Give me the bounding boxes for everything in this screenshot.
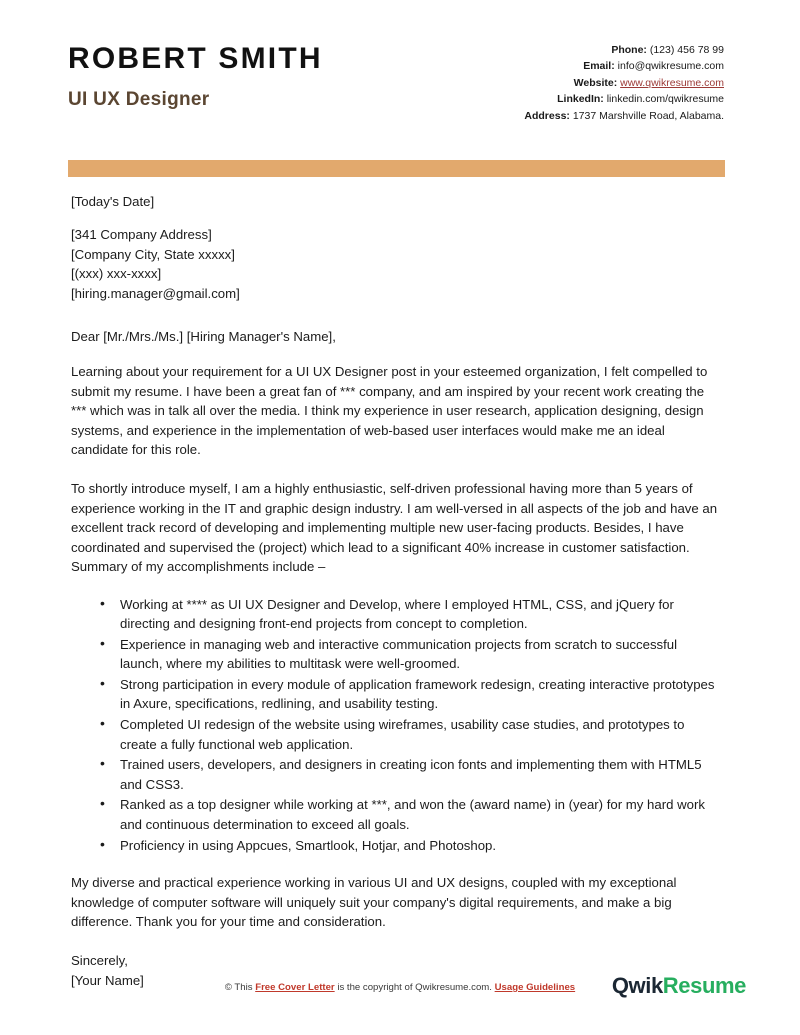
contact-phone [524,42,724,58]
contact-linkedin-label: LinkedIn: [557,93,604,106]
copyright-prefix: © This [224,982,253,993]
contact-address-value: 1737 Marshville Road, Alabama. [572,109,724,122]
identity-block [68,42,498,110]
highlights-list [71,595,723,856]
letter-body [71,192,723,991]
page-title: ROBERT SMITH [68,42,323,75]
contact-website [524,75,724,91]
list-item: • Working at **** as UI UX Designer and Develop, where I employed HTML, CSS, and jQuery for directing and designing front-end projects from concept to completion. [120,595,723,634]
recipient-line: [Company City, State xxxxx] [71,246,235,262]
contact-email-value: info@qwikresume.com [617,60,724,73]
job-title: UI UX Designer [68,88,210,110]
usage-guidelines-link[interactable]: Usage Guidelines [494,982,576,993]
brand-resume: Resume [662,973,746,998]
recipient-line: [hiring.manager@gmail.com] [71,285,240,301]
contact-linkedin [524,91,724,107]
contact-linkedin-value: linkedin.com/qwikresume [606,93,724,106]
paragraph-about: To shortly introduce myself, I am a highly enthusiastic, self-driven professional having more than 5 years of experience working in the IT and graphic design industry. I am well-versed in all aspects of the job and have an excellent track record of developing and implementing multiple new user-facing products. Besides, I have coordinated and supervised the (project) which lead to a significant 40% increase in customer satisfaction. Summary of my accomplishments include – [71,481,718,575]
accent-divider-bar [68,160,725,177]
contact-info [524,42,724,124]
signature-name: [Your Name] [71,973,144,989]
document-footer [0,975,800,1017]
qwikresume-logo [612,971,746,1001]
paragraph-closing: My diverse and practical experience working in various UI and UX designs, coupled with my exceptional knowledge of computer software will uniquely suit your company's digital requirements, and make a big difference. Thank you for your time and consideration. [71,875,677,930]
brand-qwik: Qwik [611,973,663,998]
letter-date: [Today's Date] [71,194,155,209]
date-block [71,192,723,211]
contact-address-label: Address: [524,109,570,122]
contact-email [524,58,724,74]
list-item: • Proficiency in using Appcues, Smartlook, Hotjar, and Photoshop. [120,836,723,856]
contact-address [524,108,724,124]
paragraph-intro: Learning about your requirement for a UI UX Designer post in your esteemed organization, I felt compelled to submit my resume. I have been a great fan of *** company, and am inspired by your recent work creating the *** which was in talk all over the media. I think my experience in user research, application designing, design systems, and experience in the implementation of web-based user interfaces would make me an ideal candidate for this role. [71,364,708,458]
contact-website-link[interactable]: www.qwikresume.com [620,76,724,89]
list-item: • Ranked as a top designer while working at ***, and won the (award name) in (year) for my hard work and continuous determination to exceed all goals. [120,795,723,834]
list-item: • Completed UI redesign of the website using wireframes, usability case studies, and prototypes to create a fully functional web application. [120,715,723,754]
recipient-line: [341 Company Address] [71,227,212,243]
contact-website-label: Website: [573,76,618,89]
list-item: • Experience in managing web and interactive communication projects from scratch to successful launch, where my abilities to multitask were well-groomed. [120,635,723,674]
recipient-line: [(xxx) xxx-xxxx] [71,266,162,282]
contact-phone-label: Phone: [611,44,647,56]
recipient-block [71,225,723,303]
salutation: Dear [Mr./Mrs./Ms.] [Hiring Manager's Name], [71,329,336,345]
list-item: • Strong participation in every module of application framework redesign, creating interactive prototypes in Axure, specifications, redlining, and usability testing. [120,675,723,714]
contact-phone-value: (123) 456 78 99 [649,44,724,56]
document-header [0,0,800,150]
contact-email-label: Email: [583,60,615,73]
list-item: • Trained users, developers, and designers in creating icon fonts and implementing them with HTML5 and CSS3. [120,755,723,794]
sign-off: Sincerely, [71,953,128,969]
copyright-middle: is the copyright of Qwikresume.com. [337,982,492,993]
free-cover-letter-link[interactable]: Free Cover Letter [255,982,335,993]
